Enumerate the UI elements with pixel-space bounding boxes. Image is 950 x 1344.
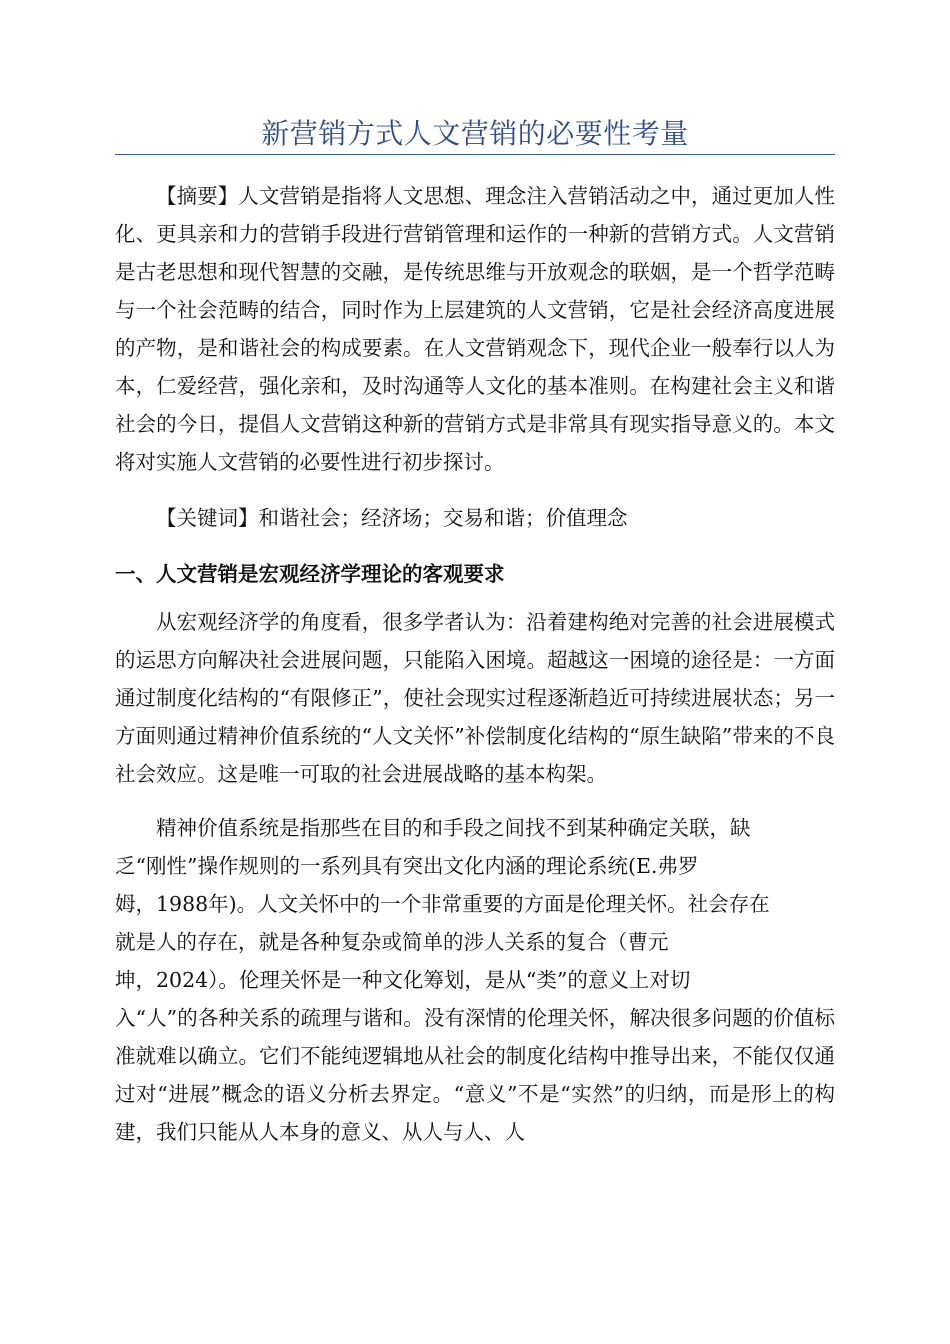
section-heading: 一、人文营销是宏观经济学理论的客观要求 bbox=[115, 562, 505, 586]
body-line: 精神价值系统是指那些在目的和手段之间找不到某种确定关联，缺 bbox=[156, 816, 751, 840]
body-paragraph-2 bbox=[115, 809, 835, 1151]
body-line: 乏“刚性”操作规则的一系列具有突出文化内涵的理论系统(E.弗罗 bbox=[115, 854, 699, 878]
body-line: 就是人的存在，就是各种复杂或简单的涉人关系的复合（曹元 bbox=[115, 930, 669, 954]
keywords-paragraph: 【关键词】和谐社会；经济场；交易和谐；价值理念 bbox=[156, 506, 628, 530]
document-page bbox=[115, 0, 835, 1151]
title-underline bbox=[115, 154, 835, 155]
abstract-paragraph: 【摘要】人文营销是指将人文思想、理念注入营销活动之中，通过更加人性化、更具亲和力的营销手段进行营销管理和运作的一种新的营销方式。人文营销是古老思想和现代智慧的交融，是传统思维与开放观念的联姻，是一个哲学范畴与一个社会范畴的结合，同时作为上层建筑的人文营销，它是社会经济高度进展的产物，是和谐社会的构成要素。在人文营销观念下，现代企业一般奉行以人为本，仁爱经营，强化亲和，及时沟通等人文化的基本准则。在构建社会主义和谐社会的今日，提倡人文营销这种新的营销方式是非常具有现实指导意义的。本文将对实施人文营销的必要性进行初步探讨。 bbox=[115, 184, 835, 474]
body-paragraph-1: 从宏观经济学的角度看，很多学者认为：沿着建构绝对完善的社会进展模式的运思方向解决社会进展问题，只能陷入困境。超越这一困境的途径是：一方面通过制度化结构的“有限修正”，使社会现实过程逐渐趋近可持续进展状态；另一方面则通过精神价值系统的“人文关怀”补偿制度化结构的“原生缺陷”带来的不良社会效应。这是唯一可取的社会进展战略的基本构架。 bbox=[115, 610, 835, 786]
body-line: 坤，2024）。伦理关怀是一种文化筹划，是从“类”的意义上对切 bbox=[115, 968, 691, 992]
document-title: 新营销方式人文营销的必要性考量 bbox=[261, 117, 689, 150]
body-line: 姆，1988年)。人文关怀中的一个非常重要的方面是伦理关怀。社会存在 bbox=[115, 892, 770, 916]
body-line: 入“人”的各种关系的疏理与谐和。没有深情的伦理关怀，解决很多问题的价值标准就难以确立。它们不能纯逻辑地从社会的制度化结构中推导出来，不能仅仅通过对“进展”概念的语义分析去界定。“意义”不是“实然”的归纳，而是形上的构建，我们只能从人本身的意义、从人与人、人 bbox=[115, 1006, 835, 1144]
